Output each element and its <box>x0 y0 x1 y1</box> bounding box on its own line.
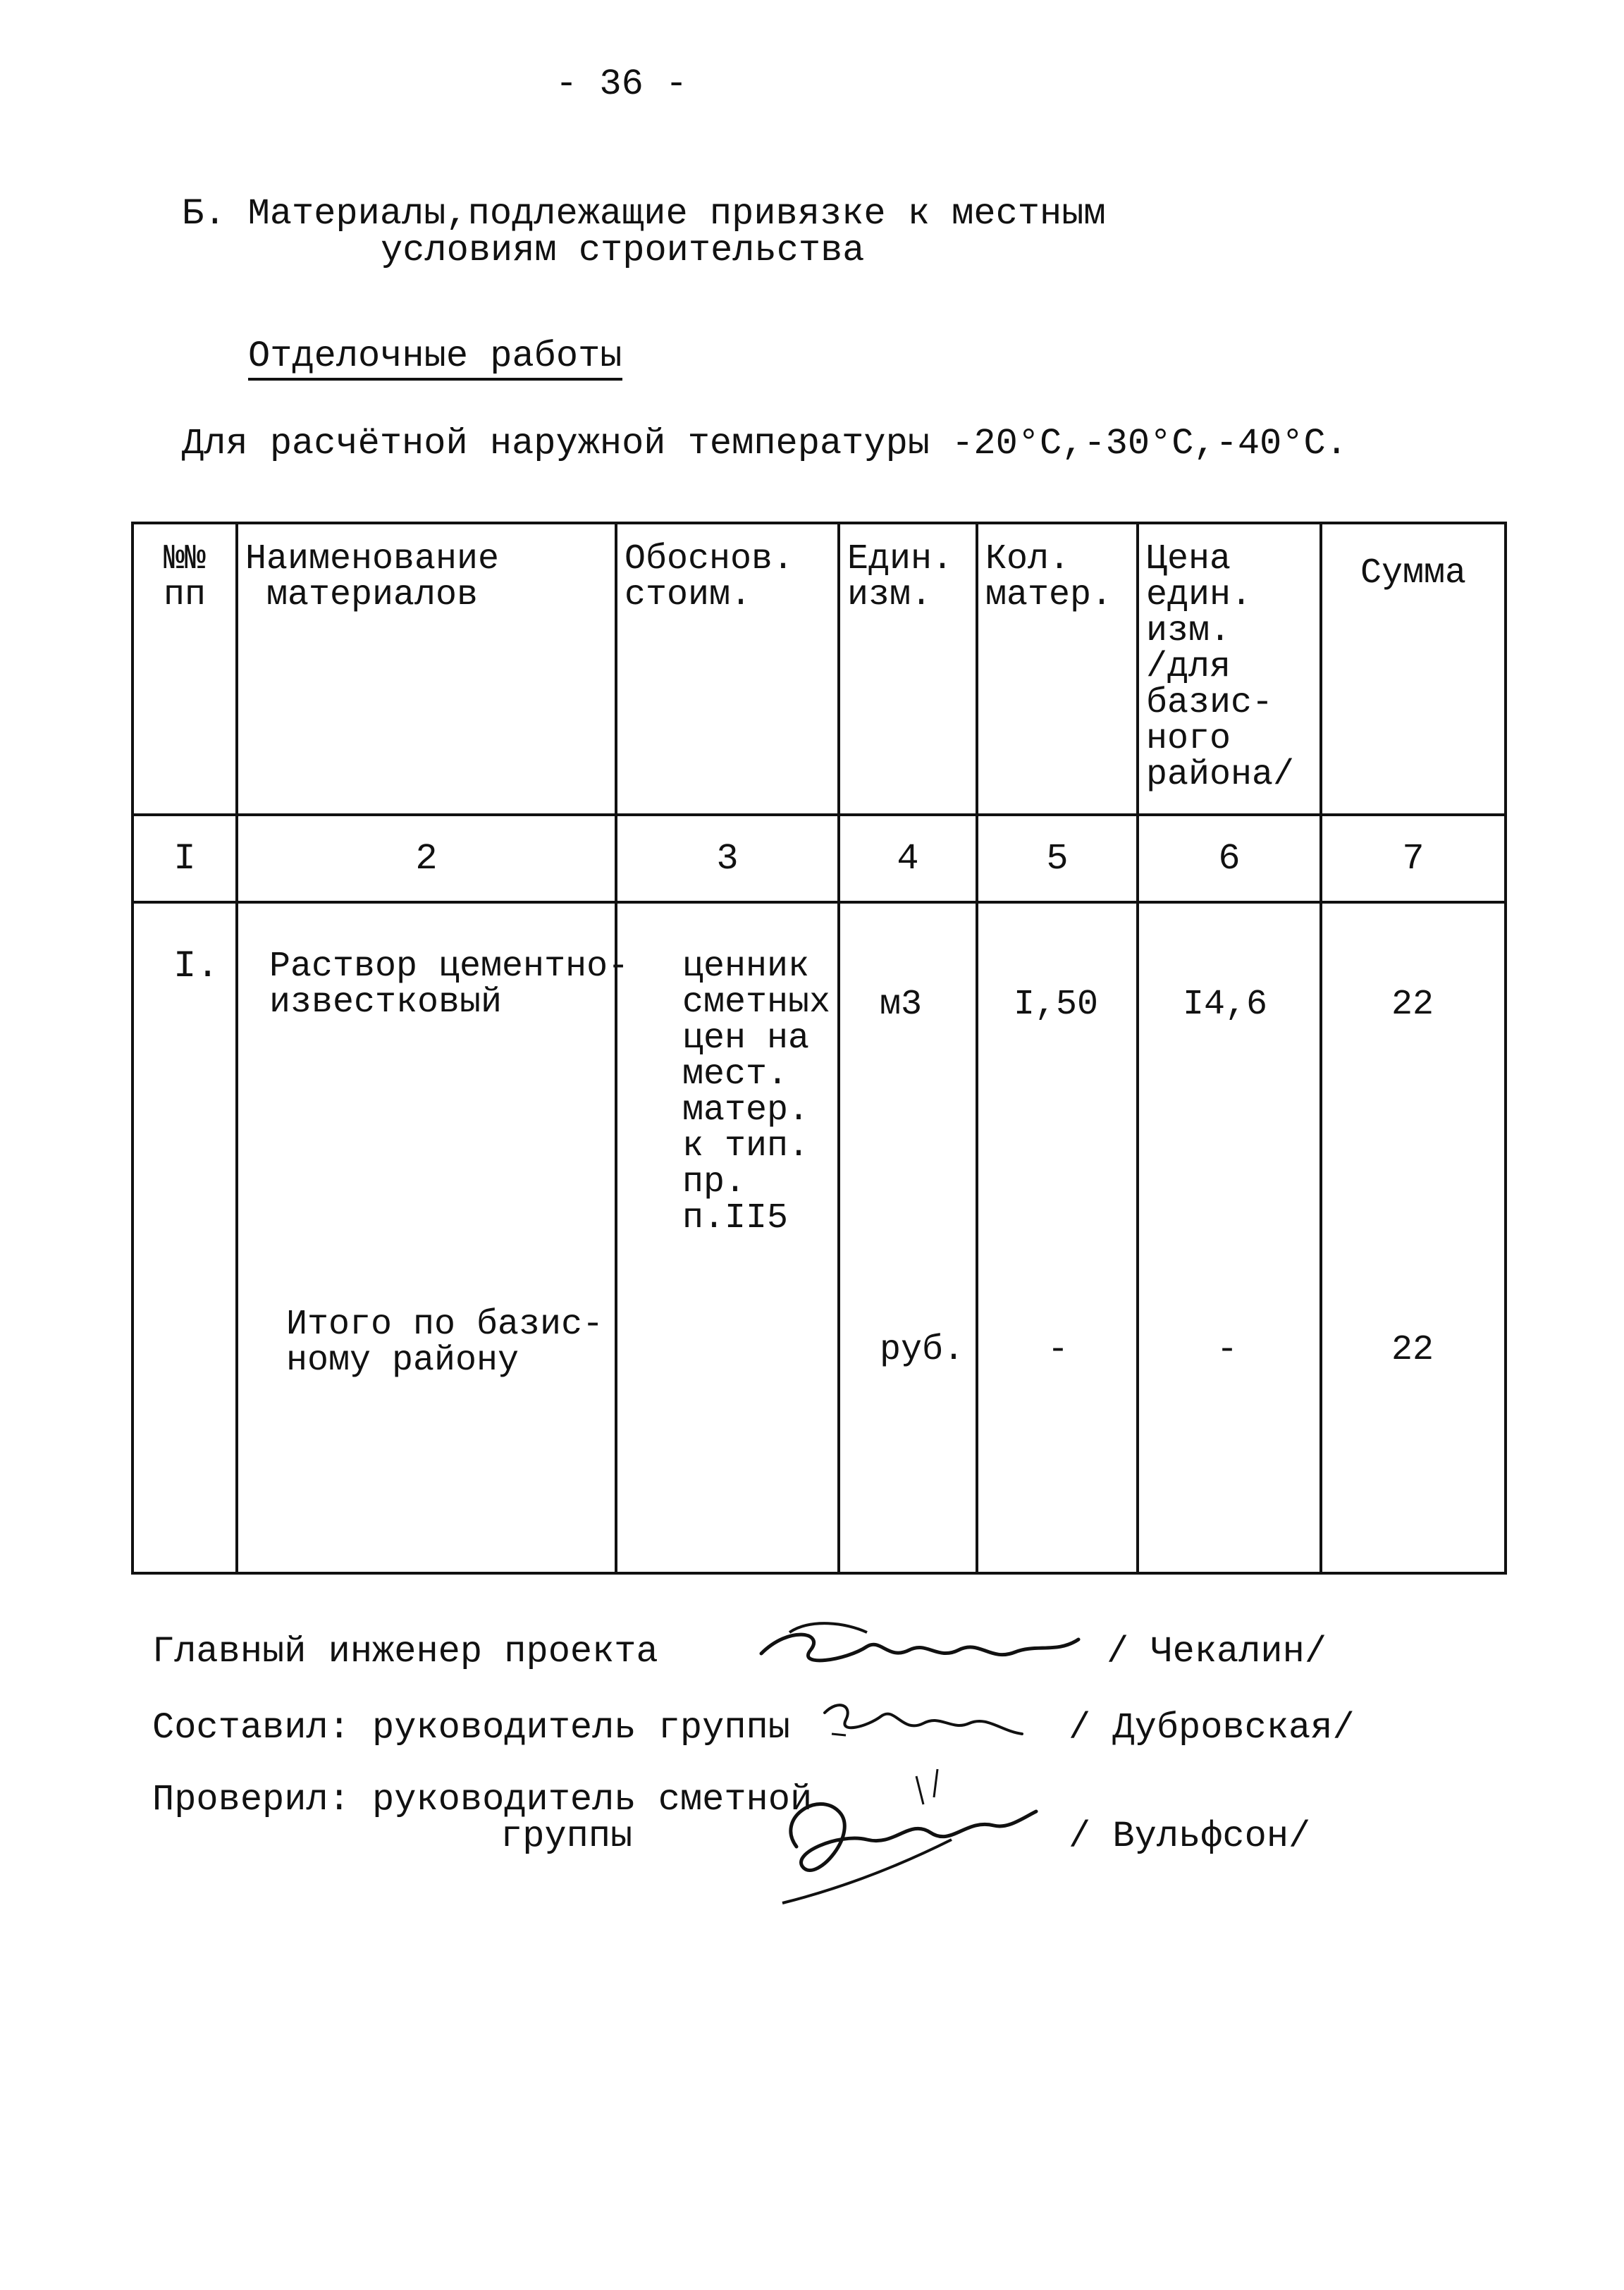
section-heading-line2: условиям строительства <box>381 230 865 271</box>
row-name-cell <box>237 902 629 1573</box>
row-sum-cell <box>1321 902 1506 1573</box>
row-number-cell <box>133 902 237 1573</box>
compiled-by-signature <box>811 1685 1043 1762</box>
total-sum: 22 <box>1391 1330 1434 1370</box>
colnum-5: 5 <box>977 815 1138 902</box>
total-quantity: - <box>1047 1330 1069 1370</box>
colnum-7: 7 <box>1321 815 1506 902</box>
compiled-by-label: Составил: руководитель группы <box>152 1707 790 1749</box>
temperature-line: Для расчётной наружной температуры -20°С,-30°С,-40°С. <box>182 423 1348 464</box>
checked-by-label-line2: группы <box>500 1816 633 1857</box>
materials-table <box>131 522 1507 1575</box>
colnum-4: 4 <box>839 815 977 902</box>
checked-by-signature <box>754 1762 1050 1924</box>
header-col-quantity: Кол. матер. <box>977 523 1138 815</box>
total-unit: руб. <box>880 1330 965 1370</box>
colnum-3: 3 <box>616 815 839 902</box>
colnum-6: 6 <box>1138 815 1321 902</box>
section-heading-line1: Б. Материалы,подлежащие привязке к местным <box>182 193 1106 235</box>
row-number: I. <box>173 945 219 988</box>
checked-by-name: / Вульфсон/ <box>1069 1816 1311 1857</box>
total-label: Итого по базис- ному району <box>286 1305 604 1381</box>
header-col-unit: Един. изм. <box>839 523 977 815</box>
compiled-by-name: / Дубровская/ <box>1069 1707 1355 1749</box>
chief-engineer-label: Главный инженер проекта <box>152 1631 658 1673</box>
subsection-title: Отделочные работы <box>248 337 622 381</box>
row-quantity-cell <box>977 902 1138 1573</box>
row-price-cell <box>1138 902 1321 1573</box>
colnum-2: 2 <box>237 815 616 902</box>
chief-engineer-signature <box>747 1611 1100 1689</box>
table-row <box>133 902 1506 1573</box>
checked-by-label-line1: Проверил: руководитель сметной <box>152 1779 813 1821</box>
row-justification: ценник сметных цен на мест. матер. к тип. пр. п.II5 <box>682 947 831 1238</box>
table-header-row <box>133 523 1506 815</box>
row-unit-cell <box>839 902 977 1573</box>
header-col-name: Наименование материалов <box>237 523 616 815</box>
colnum-1: I <box>133 815 237 902</box>
header-col-sum: Сумма <box>1321 523 1506 815</box>
row-justification-cell <box>616 902 839 1573</box>
row-quantity: I,50 <box>1014 985 1099 1025</box>
row-price: I4,6 <box>1183 985 1268 1025</box>
row-unit: м3 <box>880 985 923 1025</box>
row-name: Раствор цементно- известковый <box>269 947 629 1023</box>
header-col-justification: Обоснов. стоим. <box>616 523 839 815</box>
header-col-number: №№ пп <box>133 523 237 815</box>
column-number-row <box>133 815 1506 902</box>
page-number: - 36 - <box>555 63 688 105</box>
row-sum: 22 <box>1391 985 1434 1025</box>
chief-engineer-name: / Чекалин/ <box>1107 1631 1327 1673</box>
header-col-price: Цена един. изм. /для базис- ного района/ <box>1138 523 1321 815</box>
total-price: - <box>1217 1330 1238 1370</box>
